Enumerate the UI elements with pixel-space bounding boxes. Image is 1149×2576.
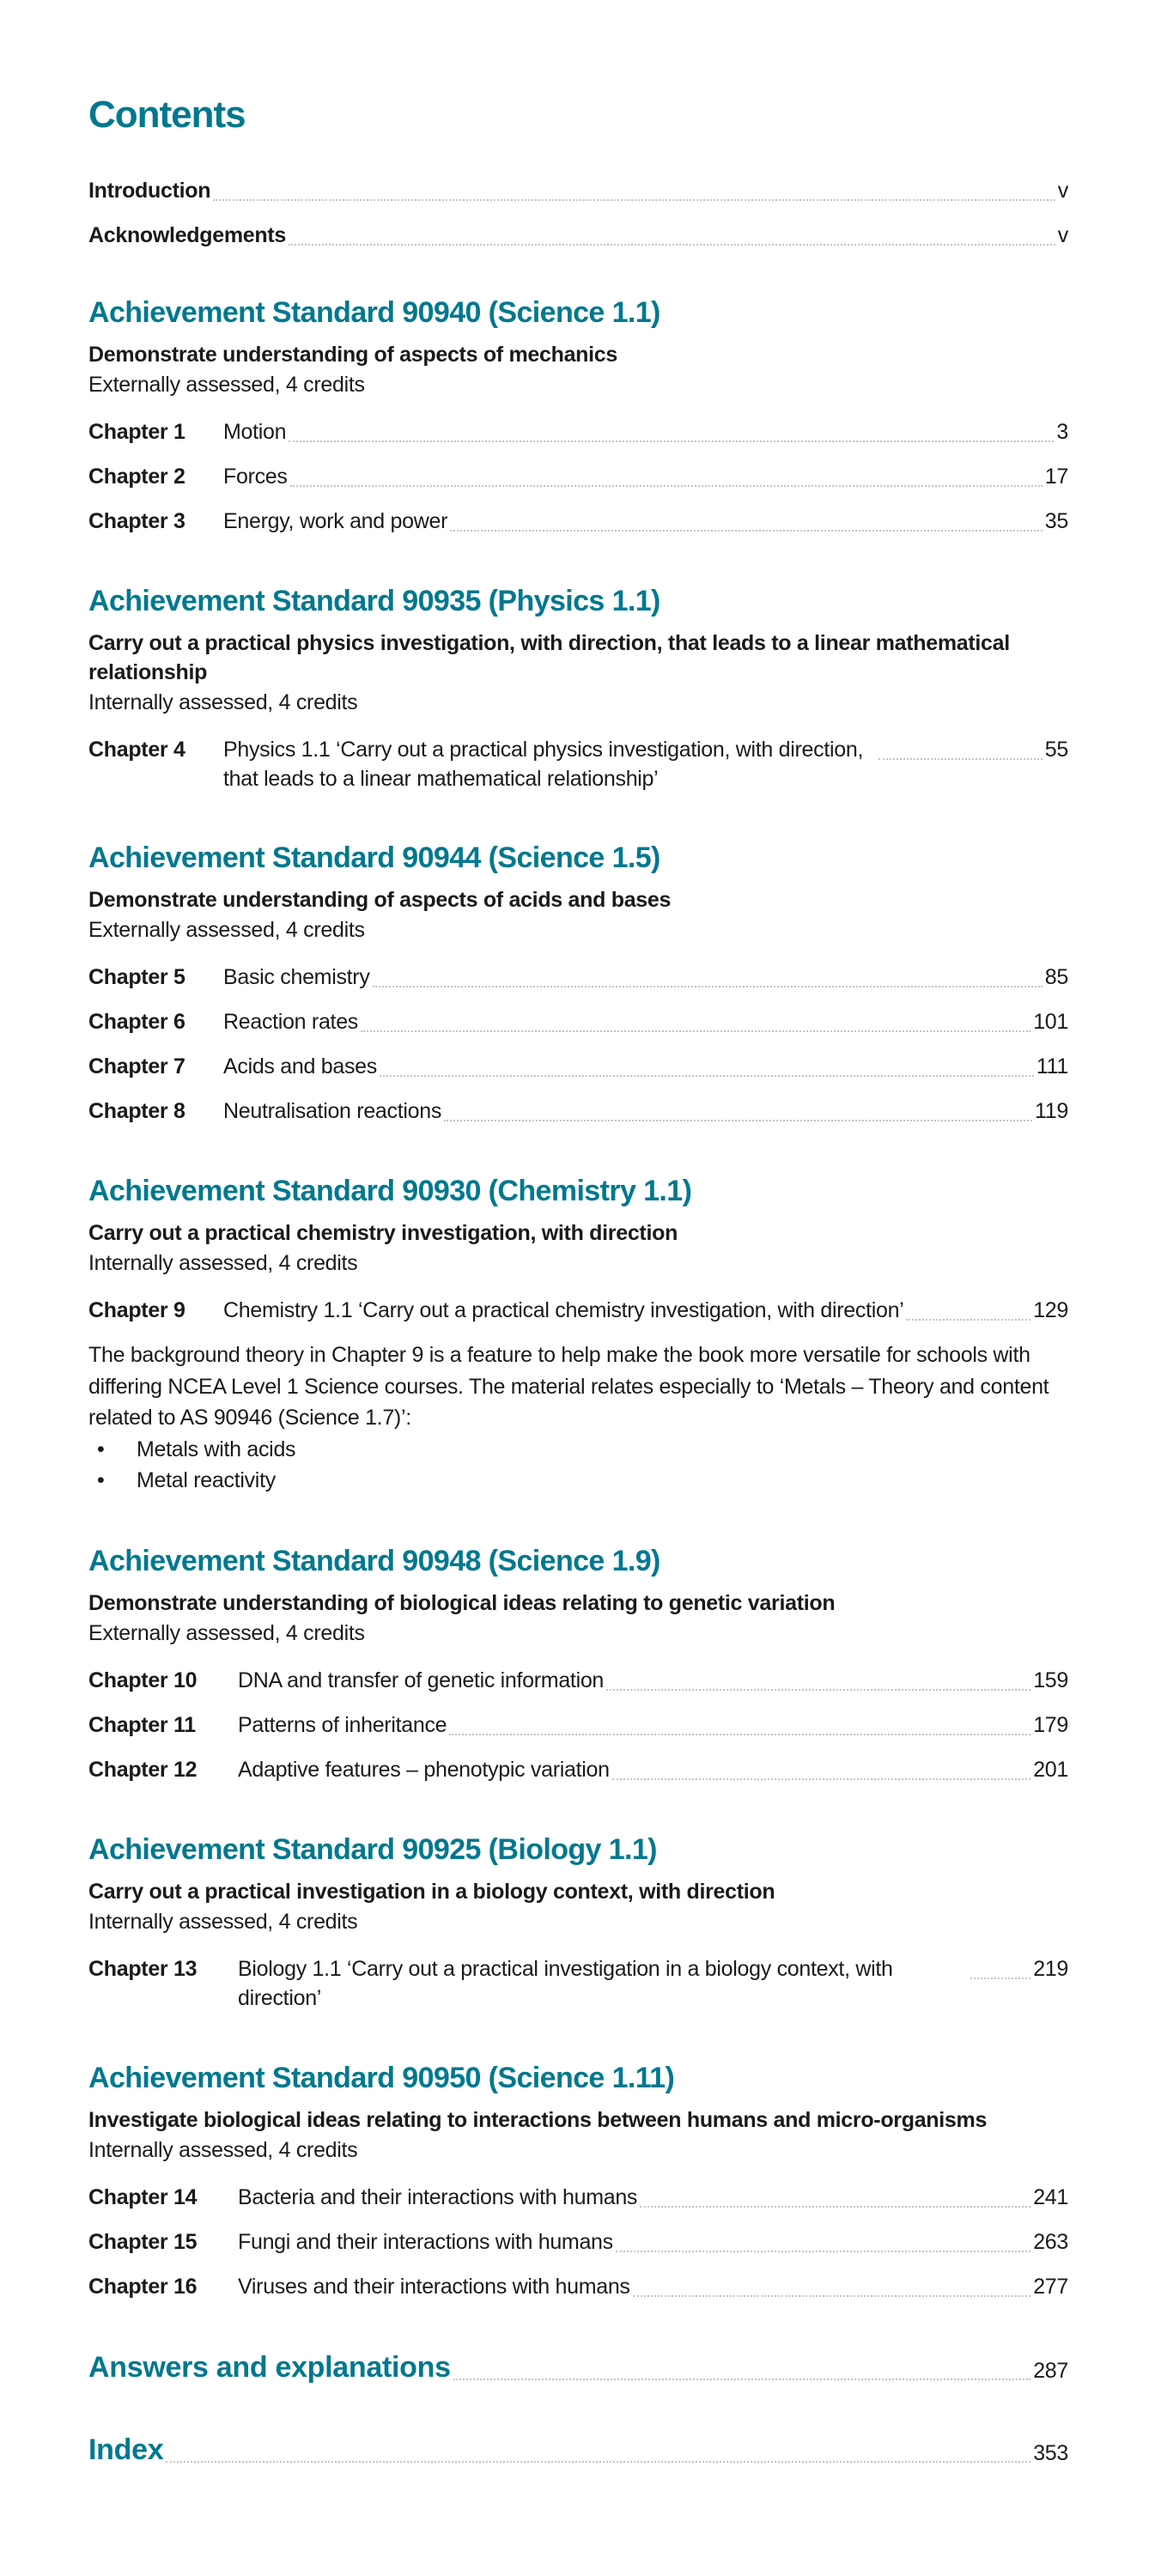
dot-leader — [289, 221, 1055, 246]
front-matter — [88, 168, 1068, 258]
standard-section — [88, 1829, 1068, 2020]
page-number: 159 — [1033, 1668, 1068, 1692]
page-number: 353 — [1033, 2440, 1068, 2465]
back-matter-entry[interactable] — [88, 2345, 1068, 2393]
assessment-info: Internally assessed, 4 credits — [88, 2137, 358, 2162]
dot-leader — [612, 1755, 1030, 1780]
dot-leader — [166, 2435, 1030, 2463]
entry-label: Chapter 14 — [88, 2184, 198, 2209]
chapter-entry[interactable] — [88, 2220, 1068, 2264]
dot-leader — [616, 2227, 1030, 2252]
chapter-entry[interactable] — [88, 1089, 1068, 1133]
entry-title: Bacteria and their interactions with humans — [238, 2184, 638, 2209]
entry-label: Acknowledgements — [88, 223, 286, 247]
entry-title: Adaptive features – phenotypic variation — [238, 1757, 610, 1782]
entry-label: Chapter 12 — [88, 1757, 198, 1782]
page-number: 263 — [1033, 2229, 1068, 2254]
standard-section — [88, 1540, 1068, 1792]
standard-section — [88, 837, 1068, 1133]
chapter-entry[interactable] — [88, 727, 1068, 801]
page-number: 287 — [1033, 2358, 1068, 2383]
dot-leader — [970, 1954, 1030, 1979]
chapter-entry[interactable] — [88, 955, 1068, 999]
front-matter-entry[interactable] — [88, 213, 1068, 258]
dot-leader — [640, 2183, 1030, 2208]
dot-leader — [444, 1097, 1032, 1121]
dot-leader — [606, 1666, 1030, 1691]
bullet-text: Metals with acids — [137, 1437, 296, 1461]
section-heading: Achievement Standard 90935 (Physics 1.1) — [88, 585, 660, 617]
chapter-entry[interactable] — [88, 1947, 1068, 2020]
entry-title: Reaction rates — [223, 1010, 358, 1034]
entry-label: Introduction — [88, 179, 211, 203]
page-number: 17 — [1044, 465, 1068, 489]
assessment-info: Internally assessed, 4 credits — [88, 1909, 358, 1934]
section-description: Investigate biological ideas relating to interactions between humans and micro-organisms — [88, 2107, 988, 2132]
entry-label: Chapter 10 — [88, 1668, 198, 1692]
page-number: 219 — [1033, 1956, 1068, 1981]
page-number: 55 — [1044, 738, 1068, 762]
section-heading: Achievement Standard 90930 (Chemistry 1.1) — [88, 1175, 692, 1207]
section-description: Carry out a practical chemistry investigation, with direction — [88, 1221, 678, 1245]
entry-title: DNA and transfer of genetic information — [238, 1668, 605, 1692]
page-number: 111 — [1036, 1054, 1068, 1078]
section-description: Carry out a practical physics investigation, with direction, that leads to a linear mathematical relationship — [88, 631, 1010, 684]
assessment-info: Externally assessed, 4 credits — [88, 373, 365, 397]
page-number: 119 — [1035, 1099, 1068, 1123]
bullet-item — [88, 1434, 1068, 1465]
entry-label: Chapter 13 — [88, 1956, 198, 1981]
section-heading: Achievement Standard 90948 (Science 1.9) — [88, 1544, 660, 1577]
entry-label: Chapter 9 — [88, 1298, 185, 1322]
dot-leader — [289, 417, 1054, 442]
entry-title: Patterns of inheritance — [238, 1712, 447, 1737]
entry-label: Chapter 11 — [88, 1712, 196, 1737]
assessment-info: Internally assessed, 4 credits — [88, 1251, 358, 1275]
contents-page — [88, 0, 1068, 2476]
entry-label: Chapter 8 — [88, 1099, 185, 1123]
entry-label: Chapter 5 — [88, 965, 185, 989]
page-number: 85 — [1044, 965, 1068, 989]
entry-label: Chapter 7 — [88, 1054, 185, 1078]
page-number: 3 — [1056, 420, 1068, 444]
standard-section — [88, 292, 1068, 544]
chapter-entry[interactable] — [88, 499, 1068, 544]
assessment-info: Internally assessed, 4 credits — [88, 690, 358, 714]
entry-label: Chapter 2 — [88, 465, 185, 489]
entry-label: Chapter 1 — [88, 420, 185, 444]
page-number: 35 — [1044, 509, 1068, 533]
page-number: 101 — [1033, 1010, 1068, 1034]
entry-label: Answers and explanations — [88, 2350, 451, 2384]
entry-title: Physics 1.1 ‘Carry out a practical physics investigation, with direction, that leads to a linear mathematical relationship’ — [223, 738, 864, 791]
section-heading: Achievement Standard 90925 (Biology 1.1) — [88, 1832, 657, 1866]
entry-title: Chemistry 1.1 ‘Carry out a practical chemistry investigation, with direction’ — [223, 1298, 904, 1322]
chapter-entry[interactable] — [88, 454, 1068, 499]
section-description: Demonstrate understanding of aspects of acids and bases — [88, 888, 672, 912]
bullet-icon: • — [97, 1467, 105, 1492]
back-matter — [88, 2345, 1068, 2476]
entry-title: Basic chemistry — [223, 965, 370, 989]
entry-title: Acids and bases — [223, 1054, 377, 1078]
entry-label: Index — [88, 2433, 164, 2466]
bullet-text: Metal reactivity — [137, 1467, 276, 1492]
entry-label: Chapter 4 — [88, 738, 185, 762]
entry-title: Viruses and their interactions with humans — [238, 2274, 630, 2299]
chapter-entry[interactable] — [88, 1747, 1068, 1792]
dot-leader — [449, 1710, 1030, 1735]
section-heading: Achievement Standard 90940 (Science 1.1) — [88, 296, 660, 329]
standard-section — [88, 2057, 1068, 2309]
chapter-entry[interactable] — [88, 2264, 1068, 2309]
chapter-entry[interactable] — [88, 999, 1068, 1044]
entry-label: Chapter 16 — [88, 2274, 198, 2299]
dot-leader — [373, 963, 1043, 987]
section-description: Demonstrate understanding of aspects of mechanics — [88, 343, 618, 367]
section-note: The background theory in Chapter 9 is a feature to help make the book more versatile for schools with differing NCEA Level 1 Science courses. The material relates especially to ‘Metals – Theory and content related to AS 90946 (Science 1.7)’: — [88, 1343, 1049, 1430]
chapter-entry[interactable] — [88, 1044, 1068, 1089]
dot-leader — [450, 507, 1043, 532]
bullet-icon: • — [97, 1437, 105, 1461]
dot-leader — [633, 2272, 1031, 2297]
bullet-item — [88, 1465, 1068, 1496]
assessment-info: Externally assessed, 4 credits — [88, 918, 365, 942]
section-description: Carry out a practical investigation in a biology context, with direction — [88, 1879, 775, 1904]
entry-label: Chapter 3 — [88, 509, 185, 533]
page-number: v — [1057, 179, 1068, 203]
chapter-entry[interactable] — [88, 1288, 1068, 1333]
dot-leader — [290, 462, 1043, 487]
entry-title: Fungi and their interactions with humans — [238, 2229, 613, 2254]
dot-leader — [380, 1052, 1034, 1077]
section-heading: Achievement Standard 90950 (Science 1.11) — [88, 2061, 675, 2094]
back-matter-entry[interactable] — [88, 2427, 1068, 2476]
page-number: 179 — [1033, 1712, 1068, 1737]
entry-title: Motion — [223, 420, 287, 444]
entry-title: Forces — [223, 465, 288, 489]
standard-section — [88, 580, 1068, 801]
entry-title: Biology 1.1 ‘Carry out a practical investigation in a biology context, with direction’ — [238, 1956, 893, 2010]
page-number: 241 — [1033, 2184, 1068, 2209]
standard-section — [88, 1170, 1068, 1496]
page-number: 201 — [1033, 1757, 1068, 1782]
page-title: Contents — [88, 94, 246, 136]
entry-title: Energy, work and power — [223, 509, 448, 533]
dot-leader — [453, 2353, 1030, 2380]
page-number: v — [1057, 223, 1068, 247]
sections — [88, 292, 1068, 2309]
page-number: 277 — [1033, 2274, 1068, 2299]
chapter-entry[interactable] — [88, 1703, 1068, 1747]
entry-title: Neutralisation reactions — [223, 1099, 442, 1123]
chapter-entry[interactable] — [88, 410, 1068, 454]
front-matter-entry[interactable] — [88, 168, 1068, 213]
dot-leader — [878, 735, 1043, 760]
section-description: Demonstrate understanding of biological ideas relating to genetic variation — [88, 1590, 836, 1615]
dot-leader — [213, 176, 1055, 201]
dot-leader — [361, 1007, 1030, 1032]
entry-label: Chapter 15 — [88, 2229, 198, 2254]
page-number: 129 — [1033, 1298, 1068, 1322]
entry-label: Chapter 6 — [88, 1010, 185, 1034]
assessment-info: Externally assessed, 4 credits — [88, 1620, 365, 1645]
section-heading: Achievement Standard 90944 (Science 1.5) — [88, 841, 660, 874]
dot-leader — [906, 1296, 1030, 1321]
chapter-entry[interactable] — [88, 1658, 1068, 1703]
chapter-entry[interactable] — [88, 2175, 1068, 2220]
